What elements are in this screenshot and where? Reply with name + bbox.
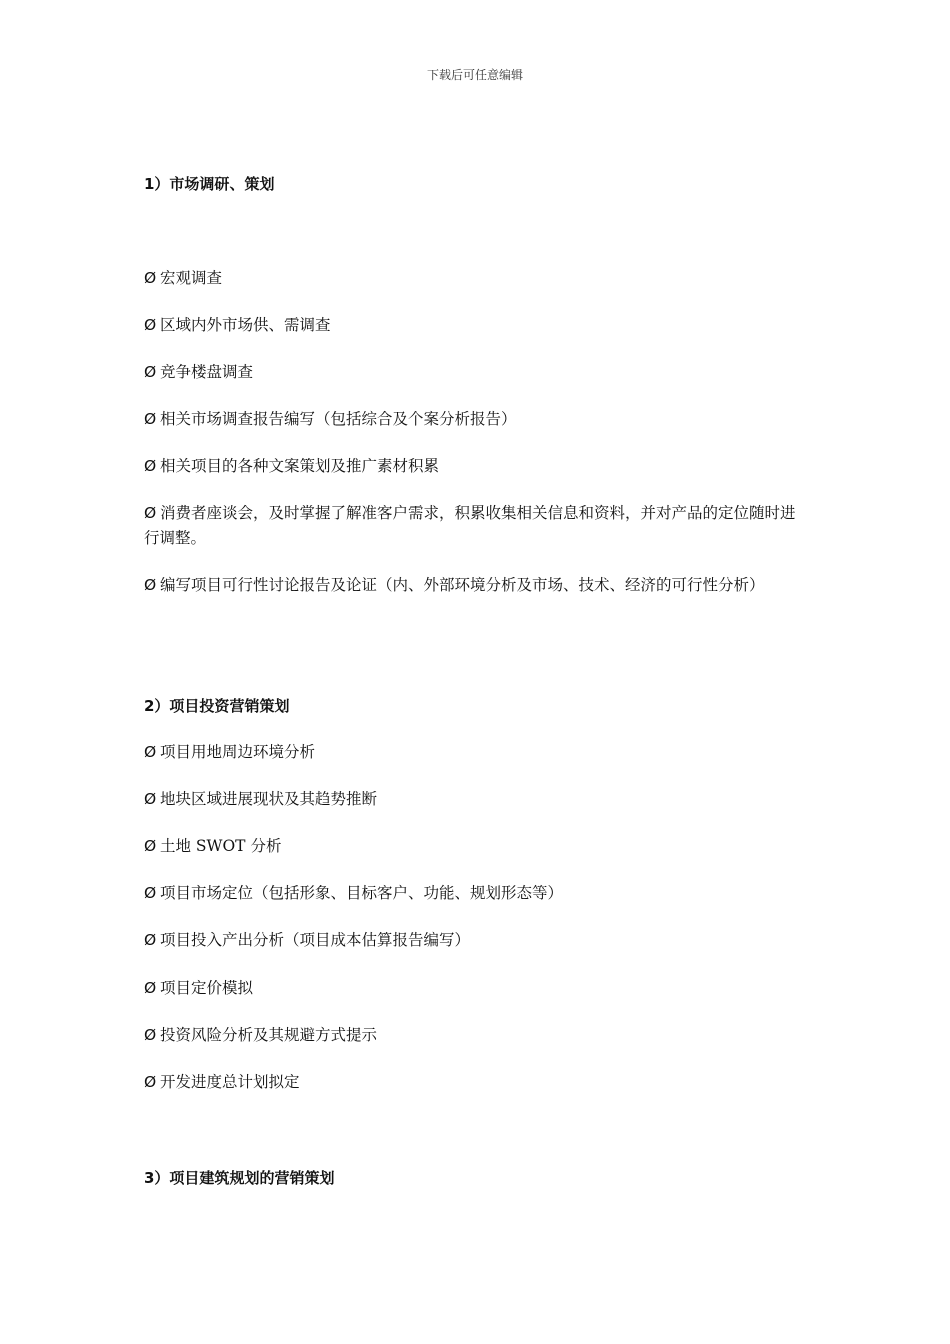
- bullet-icon: Ø: [144, 316, 157, 334]
- list-item: [144, 407, 804, 432]
- list-item: [144, 834, 804, 859]
- list-item-text: 竞争楼盘调查: [160, 363, 254, 381]
- header-note: 下载后可任意编辑: [426, 68, 523, 82]
- bullet-icon: Ø: [144, 743, 157, 761]
- bullet-icon: Ø: [144, 457, 157, 475]
- list-item: [144, 360, 804, 385]
- bullet-icon: Ø: [144, 504, 157, 522]
- bullet-icon: Ø: [144, 269, 157, 287]
- list-item: [144, 1070, 804, 1095]
- bullet-icon: Ø: [144, 931, 157, 949]
- list-item-text: 项目用地周边环境分析: [160, 743, 316, 761]
- list-item-text: 投资风险分析及其规避方式提示: [160, 1026, 378, 1044]
- bullet-icon: Ø: [144, 410, 157, 428]
- list-item-text: 项目定价模拟: [160, 979, 254, 997]
- list-item-text: 项目投入产出分析（项目成本估算报告编写）: [160, 931, 471, 949]
- section-1-heading: 1）市场调研、策划: [144, 175, 275, 193]
- section-3-heading: 3）项目建筑规划的营销策划: [144, 1169, 335, 1187]
- list-item: [144, 313, 804, 338]
- section-2-heading: 2）项目投资营销策划: [144, 697, 290, 715]
- list-item: [144, 881, 804, 906]
- bullet-icon: Ø: [144, 837, 157, 855]
- bullet-icon: Ø: [144, 1026, 157, 1044]
- bullet-icon: Ø: [144, 979, 157, 997]
- bullet-icon: Ø: [144, 790, 157, 808]
- bullet-icon: Ø: [144, 884, 157, 902]
- bullet-icon: Ø: [144, 1073, 157, 1091]
- list-item-text: 项目市场定位（包括形象、目标客户、功能、规划形态等）: [160, 884, 564, 902]
- list-item: [144, 1023, 804, 1048]
- list-item: [144, 501, 804, 551]
- list-item-text: 消费者座谈会，及时掌握了解准客户需求，积累收集相关信息和资料，并对产品的定位随时进行调整。: [144, 504, 796, 547]
- bullet-icon: Ø: [144, 363, 157, 381]
- list-item: [144, 928, 804, 953]
- list-item-text: 土地 SWOT 分析: [160, 837, 282, 855]
- list-item-text: 地块区域进展现状及其趋势推断: [160, 790, 378, 808]
- list-item-text: 区域内外市场供、需调查: [160, 316, 331, 334]
- list-item: [144, 787, 804, 812]
- list-item: [144, 266, 804, 291]
- bullet-icon: Ø: [144, 576, 157, 594]
- list-item-text: 相关项目的各种文案策划及推广素材积累: [160, 457, 440, 475]
- list-item-text: 开发进度总计划拟定: [160, 1073, 300, 1091]
- list-item: [144, 454, 804, 479]
- list-item: [144, 976, 804, 1001]
- list-item: [144, 573, 804, 598]
- list-item: [144, 740, 804, 765]
- list-item-text: 编写项目可行性讨论报告及论证（内、外部环境分析及市场、技术、经济的可行性分析）: [160, 576, 765, 594]
- list-item-text: 宏观调查: [160, 269, 223, 287]
- list-item-text: 相关市场调查报告编写（包括综合及个案分析报告）: [160, 410, 517, 428]
